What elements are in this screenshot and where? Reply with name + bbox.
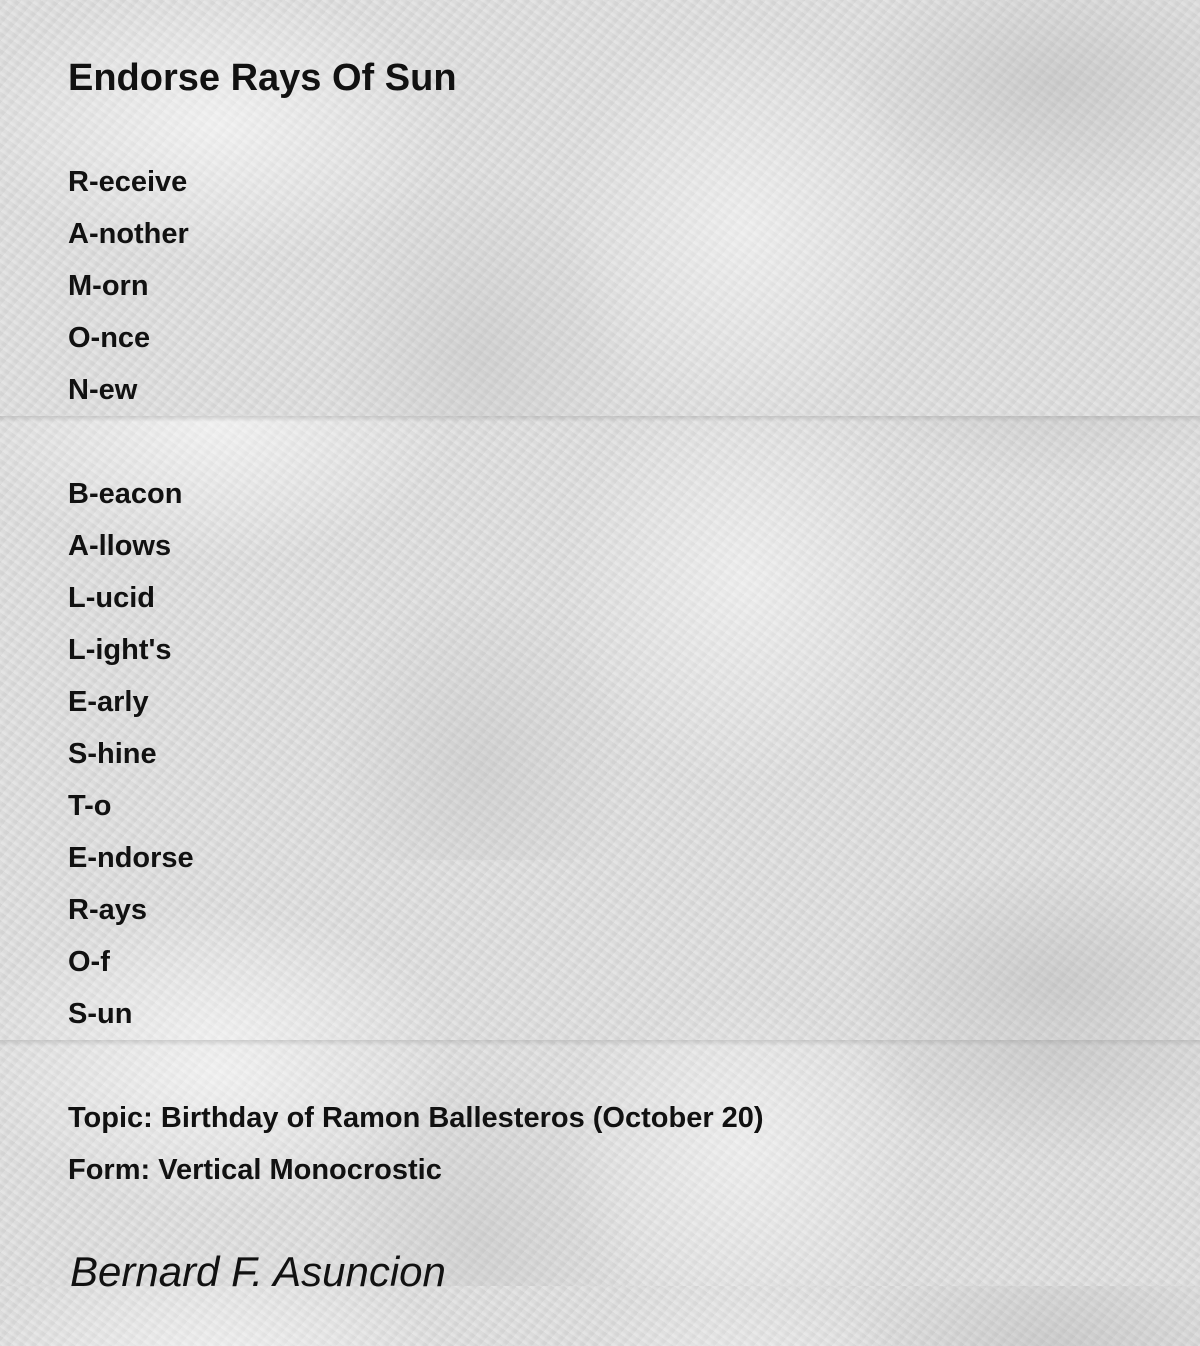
poem-line: L-ight's (68, 634, 172, 666)
poem-line: A-nother (68, 218, 189, 250)
poem-line: E-arly (68, 686, 149, 718)
poem-line: S-un (68, 998, 133, 1030)
poem-line: O-nce (68, 322, 151, 354)
stanza-break (68, 416, 194, 468)
poem-line: E-ndorse (68, 842, 194, 874)
poem-line: A-llows (68, 530, 172, 562)
poem-body (68, 156, 194, 1040)
poem-author: Bernard F. Asuncion (70, 1248, 446, 1295)
poem-line: L-ucid (68, 582, 155, 614)
poem-topic: Topic: Birthday of Ramon Ballesteros (October 20) (68, 1102, 764, 1134)
poem-form: Form: Vertical Monocrostic (68, 1154, 442, 1186)
poem-title: Endorse Rays Of Sun (68, 57, 457, 99)
poem-line: N-ew (68, 374, 138, 406)
poem-line: R-eceive (68, 166, 188, 198)
poem-line: B-eacon (68, 478, 183, 510)
poem-line: R-ays (68, 894, 147, 926)
poem-line: M-orn (68, 270, 149, 302)
poem-line: S-hine (68, 738, 157, 770)
poem-line: O-f (68, 946, 110, 978)
poem-line: T-o (68, 790, 112, 822)
poem-meta (68, 1092, 764, 1196)
